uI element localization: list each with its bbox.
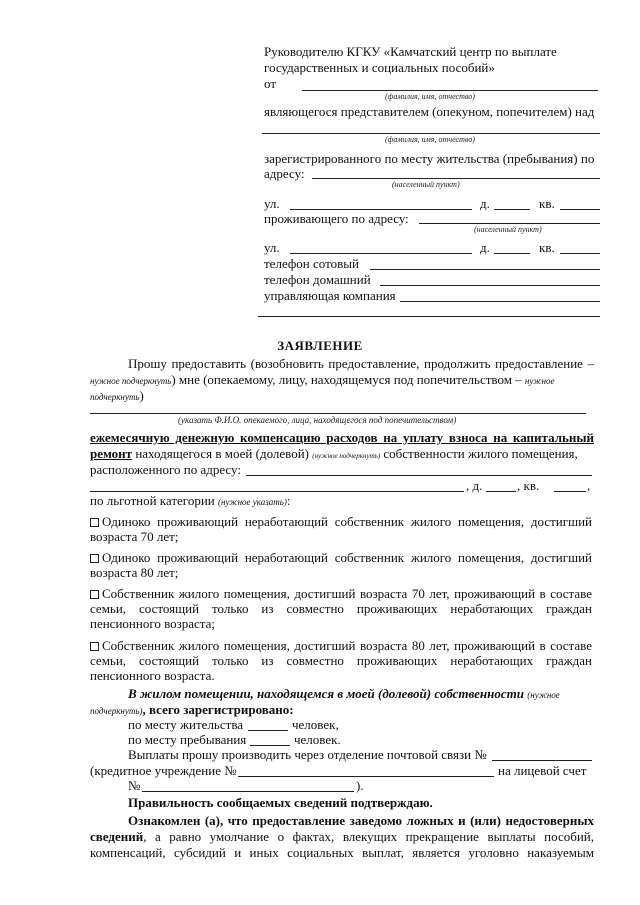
addressee-line-2: государственных и социальных пособий» [264,60,495,75]
request-line-1: Прошу предоставить (возобновить предоставление, продолжить предоставление – [128,356,594,371]
compensation-line-2-end: собственности жилого помещения, [380,446,578,461]
option-2-line-1 [90,550,592,565]
compensation-bold-word: ремонт [90,446,133,461]
living-street-field[interactable] [290,253,472,254]
credit-institution-label: (кредитное учреждение № [90,763,237,778]
option-3-text: Собственник жилого помещения, достигший возраста 70 лет, проживающий в составе [102,586,592,601]
account-number-close: ). [356,778,364,793]
category-label: по льготной категории [90,493,218,508]
category-line [90,493,291,510]
ward-fio-field[interactable] [262,133,600,134]
apartment-label-2: кв. [539,240,555,255]
option-1-line-2: возраста 70 лет; [90,529,179,544]
management-company-label: управляющая компания [264,288,396,303]
ward-caption: (указать Ф.И.О. опекаемого, лица, находящегося под попечительством) [178,415,457,425]
option-3-line-2: семьи, состоящий только из совместно проживающих неработающих граждан [90,601,592,616]
option-4-line-3: пенсионного возраста. [90,668,215,683]
located-address-label: расположенного по адресу: [90,462,241,477]
addressee-line-1: Руководителю КГКУ «Камчатский центр по выплате [264,44,557,59]
residence-count-field[interactable] [248,730,288,731]
living-locality-field[interactable] [419,223,600,224]
property-address-end-comma: , [587,478,591,493]
category-note: (нужное указать) [217,497,287,507]
apartment-label: кв. [539,196,555,211]
option-1-line-1 [90,514,592,529]
option-2-text: Одиноко проживающий неработающий собственник жилого помещения, достигший [102,550,592,565]
house-label-2: д. [480,240,490,255]
street-label-2: ул. [264,240,280,255]
credit-institution-field[interactable] [238,776,494,777]
representative-label: являющегося представителем (опекуном, попечителем) над [264,104,595,119]
request-note-1: нужное подчеркнуть [90,376,172,386]
option-1-checkbox[interactable] [90,518,99,527]
locality-caption-2: (населенный пункт) [474,225,542,234]
request-note-3: подчеркнуть [90,392,140,402]
persons-label-2: человек. [294,732,341,747]
option-4-line-1 [90,638,592,653]
registered-house-field[interactable] [494,209,530,210]
confirmation-text: Правильность сообщаемых сведений подтверждаю. [128,795,433,810]
registered-locality-field[interactable] [312,178,600,179]
document-title: ЗАЯВЛЕНИЕ [277,338,363,353]
living-house-field[interactable] [494,253,530,254]
registered-count-line-1 [128,686,560,703]
living-address-label: проживающего по адресу: [264,211,409,226]
compensation-line-1: ежемесячную денежную компенсацию расходов на уплату взноса на капитальный [90,430,594,445]
option-1-text: Одиноко проживающий неработающий собственник жилого помещения, достигший [102,514,592,529]
request-line-2 [90,372,555,389]
account-number-label: № [128,778,141,793]
registered-address-label: адресу: [264,166,305,181]
option-4-text: Собственник жилого помещения, достигший возраста 80 лет, проживающий в составе [102,638,592,653]
registered-count-note-1: (нужное [527,690,560,700]
home-phone-label: телефон домашний [264,272,371,287]
option-2-checkbox[interactable] [90,554,99,563]
residence-label: по месту жительства [128,717,244,732]
property-apartment-label: , кв. [517,478,540,493]
ward-name-field[interactable] [90,413,586,414]
option-3-checkbox[interactable] [90,590,99,599]
request-line-3 [90,388,144,405]
property-address-field[interactable] [246,475,592,476]
option-4-checkbox[interactable] [90,642,99,651]
registered-count-bold: В жилом помещении, находящемся в моей (долевой) собственности [128,686,524,701]
registered-apartment-field[interactable] [560,209,600,210]
request-note-2: нужное [524,376,555,386]
category-colon: : [286,493,291,508]
warning-bold-word: сведений [90,829,144,844]
payment-label: Выплаты прошу производить через отделение почтовой связи № [128,747,487,762]
account-number-field[interactable] [142,791,354,792]
home-phone-field[interactable] [380,285,600,286]
stay-label: по месту пребывания [128,732,247,747]
option-3-line-1 [90,586,592,601]
registered-label: зарегистрированного по месту жительства (пребывания) по [264,151,595,166]
mobile-phone-label: телефон сотовый [264,256,359,271]
persons-label-1: человек, [292,717,339,732]
warning-line-2 [90,829,594,844]
street-label: ул. [264,196,280,211]
warning-line-2-text: , а равно умолчание о фактах, влекущих прекращение выплаты пособий, [143,829,594,844]
management-company-field-2[interactable] [258,316,600,317]
compensation-note: (нужное подчеркнуть) [312,452,381,460]
request-close: ) [139,388,144,403]
from-fio-field[interactable] [302,90,598,91]
mobile-phone-field[interactable] [370,269,600,270]
property-apartment-field[interactable] [554,491,586,492]
fio-caption: (фамилия, имя, отчество) [385,92,475,101]
living-apartment-field[interactable] [560,253,600,254]
property-house-field[interactable] [486,491,516,492]
registered-count-bold-2: , всего зарегистрировано: [142,702,294,717]
locality-caption: (населенный пункт) [392,180,460,189]
house-label: д. [480,196,490,211]
request-line-2-text: ) мне (опекаемому, лицу, находящемуся под попечительством – [171,372,522,387]
account-label: на лицевой счет [498,763,587,778]
option-3-line-3: пенсионного возраста; [90,616,216,631]
option-2-line-2: возраста 80 лет; [90,565,179,580]
management-company-field[interactable] [400,301,600,302]
fio-caption-2: (фамилия, имя, отчество) [385,135,475,144]
warning-line-1: Ознакомлен (а), что предоставление заведомо ложных и (или) недостоверных [128,813,594,828]
warning-line-3: компенсаций, субсидий и иных социальных выплат, является уголовно наказуемым [90,845,594,860]
registered-count-note-2: подчеркнуть) [90,706,143,716]
compensation-line-2-text: находящегося в моей (долевой) [132,446,313,461]
stay-count-field[interactable] [250,745,290,746]
option-4-line-2: семьи, состоящий только из совместно проживающих неработающих граждан [90,653,592,668]
from-label: от [264,76,277,91]
property-address-field-2[interactable] [90,491,464,492]
post-office-number-field[interactable] [492,760,592,761]
property-house-label: , д. [466,478,483,493]
registered-street-field[interactable] [290,209,472,210]
